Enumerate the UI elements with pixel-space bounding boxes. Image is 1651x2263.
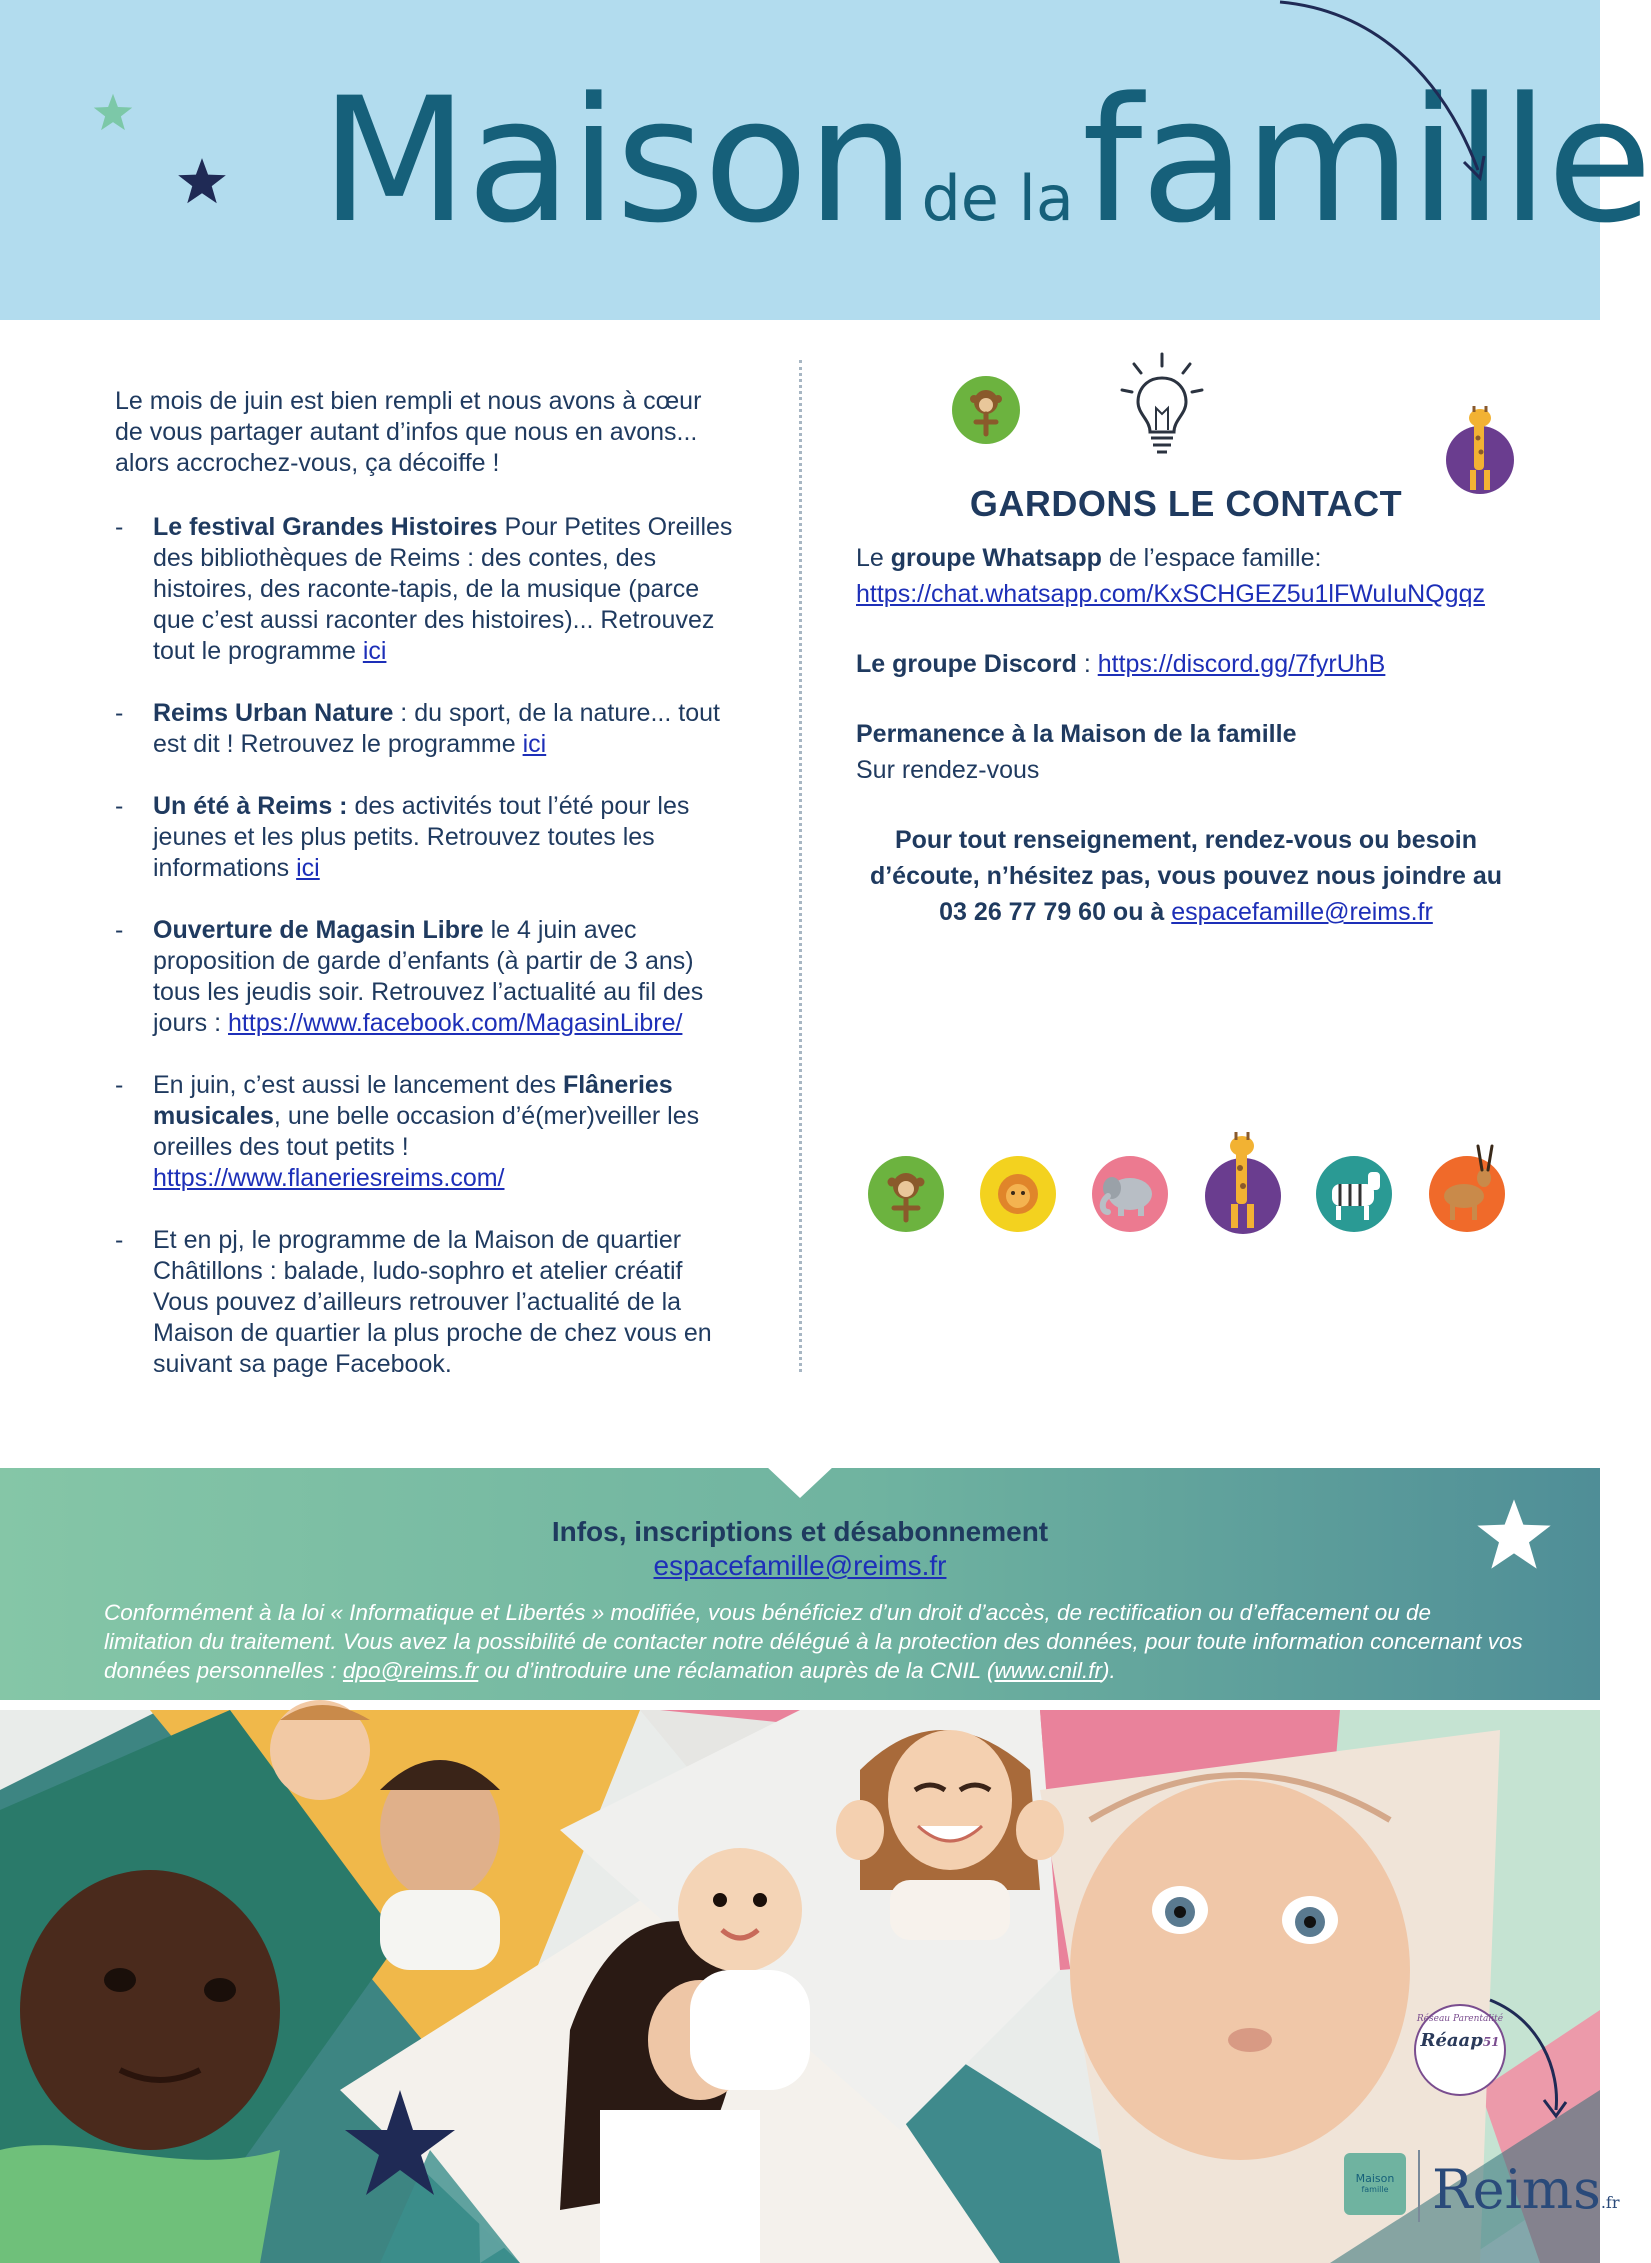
band-title: Infos, inscriptions et désabonnement [551, 1516, 1049, 1547]
bullet-dash: - [115, 1071, 124, 1099]
news-title: Ouverture de Magasin Libre [153, 916, 484, 944]
news-title: Le festival Grandes Histoires [153, 513, 498, 541]
contact-column [856, 483, 1516, 930]
maison-logo-text: Maison [1355, 2172, 1395, 2185]
dpo-email-link[interactable]: dpo@reims.fr [342, 1658, 479, 1683]
news-title: Un été à Reims : [153, 792, 348, 820]
whatsapp-link[interactable]: https://chat.whatsapp.com/KxSCHGEZ5u1lFWuIuNQgqz [856, 580, 1485, 608]
permanence-block [856, 716, 1516, 788]
monkey-icon [862, 1150, 950, 1236]
band-email [0, 1550, 1600, 1582]
giraffe-icon [1198, 1124, 1288, 1236]
whatsapp-label: groupe Whatsapp [890, 544, 1102, 572]
whatsapp-block [856, 540, 1516, 612]
news-link[interactable]: ici [362, 637, 387, 665]
band-notch [766, 1466, 834, 1500]
news-link[interactable]: ici [522, 730, 547, 758]
star-icon [92, 92, 134, 134]
reims-logo-text: Reims [1432, 2158, 1601, 2221]
reims-logo[interactable] [1432, 2158, 1619, 2221]
band-email-link[interactable]: espacefamille@reims.fr [653, 1550, 947, 1581]
giraffe-icon [1440, 398, 1520, 496]
curved-arrow-icon [1270, 0, 1500, 200]
logo-separator [1418, 2150, 1420, 2222]
news-text: le 4 juin avec proposition de garde d’enfants (à partir de 3 ans) tous les jeudis soir. Retrouvez l’actualité au fil des jours : [153, 916, 704, 1037]
star-icon [176, 156, 228, 208]
lightbulb-icon [1120, 350, 1204, 460]
bullet-dash: - [115, 792, 124, 820]
whatsapp-pre: Le [856, 544, 891, 572]
zebra-icon [1310, 1150, 1398, 1236]
monkey-icon [946, 372, 1026, 448]
discord-label: Le groupe Discord [856, 650, 1077, 678]
cnil-link[interactable]: www.cnil.fr [994, 1658, 1102, 1683]
news-title: Reims Urban Nature [153, 699, 394, 727]
bullet-dash: - [115, 513, 124, 541]
news-link[interactable]: https://www.flaneriesreims.com/ [153, 1164, 505, 1192]
photo-collage [0, 1710, 1620, 2263]
contact-email-link[interactable]: espacefamille@reims.fr [1171, 898, 1433, 926]
animals-row [862, 1124, 1512, 1254]
legal-notice [104, 1598, 1524, 1685]
news-link[interactable]: ici [296, 854, 320, 882]
reaap-name: Réaap [1420, 2030, 1483, 2051]
title-word-maison: Maison [320, 60, 914, 261]
whatsapp-post: de l’espace famille: [1101, 544, 1322, 572]
title-word-famille: famille [1081, 60, 1651, 261]
news-text: des activités tout l’été pour les jeunes et les plus petits. Retrouvez toutes les informations [153, 792, 690, 882]
news-list [115, 512, 735, 1380]
news-text: En juin, c’est aussi le lancement des [153, 1071, 563, 1099]
contact-note-text: Pour tout renseignement, rendez-vous ou besoin d’écoute, n’hésitez pas, vous pouvez nous joindre au 03 26 77 79 60 ou à [869, 826, 1503, 926]
column-divider [799, 360, 802, 1372]
reims-logo-suffix: .fr [1600, 2193, 1620, 2212]
bullet-dash: - [115, 1226, 124, 1254]
star-icon [1474, 1496, 1554, 1576]
list-item [115, 791, 735, 884]
antelope-icon [1422, 1138, 1512, 1236]
elephant-icon [1086, 1150, 1174, 1236]
legal-text: ). [1101, 1658, 1116, 1683]
maison-logo-subtext: famille [1361, 2185, 1389, 2194]
list-item [115, 1070, 735, 1194]
legal-text: Conformément à la loi « Informatique et Libertés » modifiée, vous bénéficiez d’un droit d’accès, de rectification ou d’effacement ou de limitation du traitement. Vous avez la possibilité de contacter notre délégué à la protection des données, pour toute information concernant vos données personnelles : [104, 1600, 1523, 1683]
permanence-label: Permanence à la Maison de la famille [856, 720, 1297, 748]
discord-separator: : [1076, 650, 1098, 678]
reaap-ring-text: Réseau Parentalité [1416, 2014, 1504, 2024]
maison-famille-logo[interactable] [1344, 2153, 1406, 2215]
intro-text: Le mois de juin est bien rempli et nous avons à cœur de vous partager autant d’infos que nous en avons... alors accrochez-vous, ça décoiffe ! [115, 387, 702, 477]
bullet-dash: - [115, 916, 124, 944]
list-item [115, 915, 735, 1039]
list-item [115, 698, 735, 760]
legal-text: ou d’introduire une réclamation auprès de la CNIL ( [478, 1658, 995, 1683]
title-word-de-la: de la [921, 162, 1074, 235]
news-text: : du sport, de la nature... tout est dit ! Retrouvez le programme [153, 699, 720, 758]
reaap-logo[interactable] [1414, 2004, 1506, 2096]
bullet-dash: - [115, 699, 124, 727]
discord-block [856, 646, 1516, 682]
news-title: Flâneries musicales [153, 1071, 673, 1130]
contact-title: GARDONS LE CONTACT [969, 483, 1403, 524]
news-text: , une belle occasion d’é(mer)veiller les oreilles des tout petits ! [153, 1102, 700, 1161]
header-banner [0, 0, 1651, 320]
news-column [115, 386, 735, 1411]
discord-link[interactable]: https://discord.gg/7fyrUhB [1097, 650, 1386, 678]
reaap-number: 51 [1482, 2035, 1500, 2049]
lion-icon [974, 1150, 1062, 1236]
list-item [115, 512, 735, 667]
list-item [115, 1225, 735, 1380]
news-link[interactable]: https://www.facebook.com/MagasinLibre/ [228, 1009, 683, 1037]
contact-note [856, 822, 1516, 930]
news-text: Pour Petites Oreilles des bibliothèques de Reims : des contes, des histoires, des raconte-tapis, de la musique (parce que c’est aussi raconter des histoires)... Retrouvez tout le programme [153, 513, 733, 665]
news-text: Et en pj, le programme de la Maison de quartier Châtillons : balade, ludo-sophro et atelier créatif Vous pouvez d’ailleurs retrouver l’actualité de la Maison de quartier la plus proche de chez vous en suivant sa page Facebook. [153, 1226, 712, 1378]
permanence-text: Sur rendez-vous [856, 756, 1040, 784]
